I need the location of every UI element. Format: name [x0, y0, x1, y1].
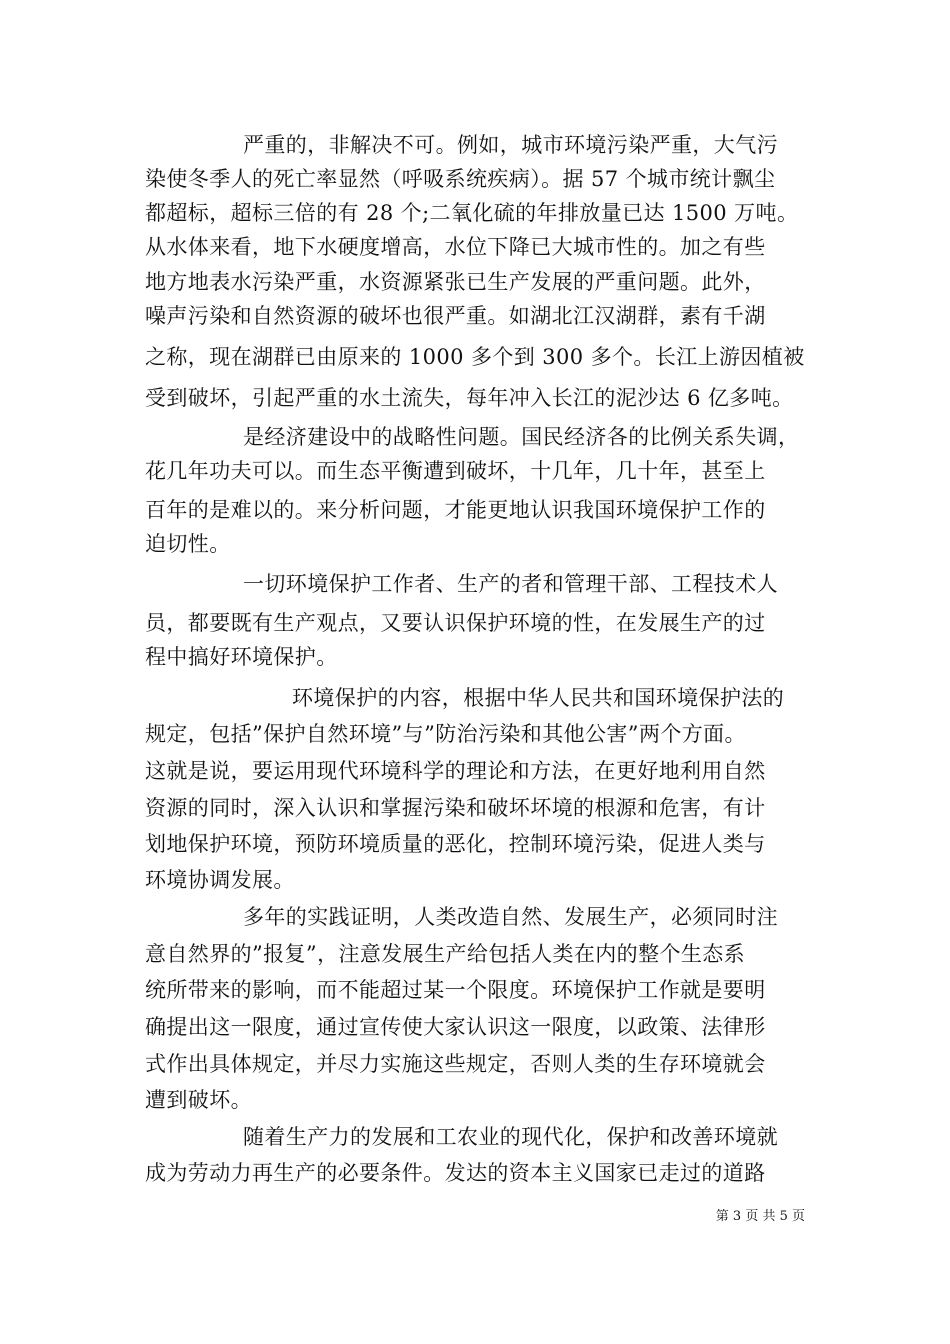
paragraph-4-line-3: 这就是说，要运用现代环境科学的理论和方法，在更好地利用自然: [145, 759, 766, 783]
paragraph-1-line-7: 之称，现在湖群已由原来的 1000 多个到 300 多个。长江上游因植被: [145, 345, 805, 369]
paragraph-1-line-6: 噪声污染和自然资源的破坏也很严重。如湖北江汉湖群，素有千湖: [145, 304, 766, 328]
paragraph-5-line-1: 多年的实践证明，人类改造自然、发展生产，必须同时注: [243, 905, 778, 929]
paragraph-2-line-4: 迫切性。: [145, 532, 231, 556]
paragraph-4-line-1: 环境保护的内容，根据中华人民共和国环境保护法的: [292, 686, 785, 710]
page-number-footer: 第 3 页 共 5 页: [715, 1209, 805, 1224]
paragraph-1-line-4: 从水体来看，地下水硬度增高，水位下降已大城市性的。加之有些: [145, 235, 766, 259]
paragraph-1-line-8: 受到破坏，引起严重的水土流失，每年冲入长江的泥沙达 6 亿多吨。: [145, 386, 794, 410]
paragraph-1-line-1: 严重的，非解决不可。例如，城市环境污染严重，大气污: [243, 133, 778, 157]
paragraph-4-line-6: 环境协调发展。: [145, 868, 295, 892]
paragraph-3-line-2: 员，都要既有生产观点，又要认识保护环境的性，在发展生产的过: [145, 611, 766, 635]
paragraph-5-line-6: 遭到破坏。: [145, 1088, 252, 1112]
paragraph-5-line-5: 式作出具体规定，并尽力实施这些规定，否则人类的生存环境就会: [145, 1052, 766, 1076]
paragraph-4-line-5: 划地保护环境，预防环境质量的恶化，控制环境污染，促进人类与: [145, 832, 766, 856]
paragraph-6-line-2: 成为劳动力再生产的必要条件。发达的资本主义国家已走过的道路: [145, 1161, 766, 1185]
paragraph-5-line-2: 意自然界的”报复”，注意发展生产给包括人类在内的整个生态系: [145, 942, 746, 966]
paragraph-6-line-1: 随着生产力的发展和工农业的现代化，保护和改善环境就: [243, 1125, 778, 1149]
paragraph-2-line-3: 百年的是难以的。来分析问题，才能更地认识我国环境保护工作的: [145, 498, 766, 522]
paragraph-1-line-2: 染使冬季人的死亡率显然（呼吸系统疾病）。据 57 个城市统计飘尘: [145, 167, 776, 191]
paragraph-1-line-5: 地方地表水污染严重，水资源紧张已生产发展的严重问题。此外，: [145, 270, 766, 294]
paragraph-4-line-2: 规定，包括”保护自然环境”与”防治污染和其他公害”两个方面。: [145, 722, 746, 746]
paragraph-2-line-2: 花几年功夫可以。而生态平衡遭到破坏，十几年，几十年，甚至上: [145, 459, 766, 483]
paragraph-3-line-3: 程中搞好环境保护。: [145, 645, 338, 669]
paragraph-5-line-3: 统所带来的影响，而不能超过某一个限度。环境保护工作就是要明: [145, 978, 766, 1002]
paragraph-4-line-4: 资源的同时，深入认识和掌握污染和破坏坏境的根源和危害，有计: [145, 796, 766, 820]
paragraph-1-line-3: 都超标，超标三倍的有 28 个;二氧化硫的年排放量已达 1500 万吨。: [145, 201, 799, 225]
paragraph-3-line-1: 一切环境保护工作者、生产的者和管理干部、工程技术人: [243, 572, 778, 596]
paragraph-2-line-1: 是经济建设中的战略性问题。国民经济各的比例关系失调，: [243, 425, 800, 449]
paragraph-5-line-4: 确提出这一限度，通过宣传使大家认识这一限度，以政策、法律形: [145, 1015, 766, 1039]
